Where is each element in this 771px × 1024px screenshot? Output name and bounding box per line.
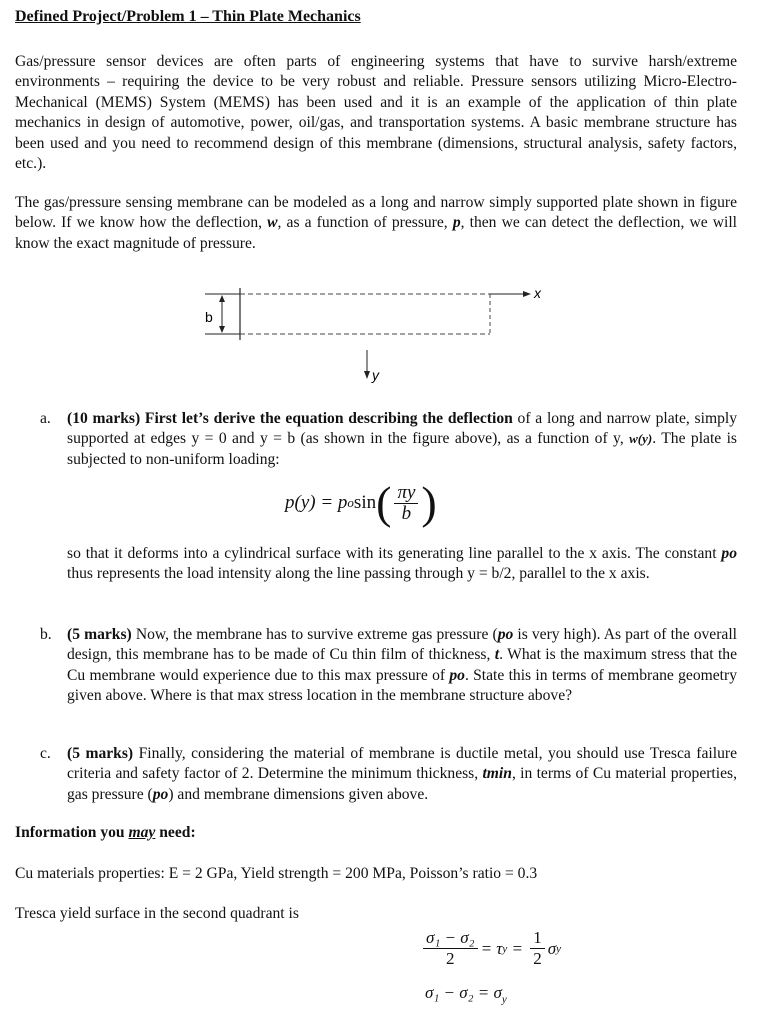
tresca-half-den: 2 — [533, 949, 542, 968]
tresca-mid-sub: y — [502, 942, 508, 955]
tresca-equation-2 — [425, 983, 507, 1005]
var-tmin: tmin — [482, 765, 512, 783]
tresca-eq2: σ₁ − σ₂ = σ — [425, 983, 502, 1002]
text-run: , in terms of Cu material properties, gas pressure ( — [67, 765, 737, 803]
tresca-num: σ₁ − σ₂ — [423, 928, 478, 949]
question-a — [40, 409, 737, 470]
tresca-equation-1 — [420, 928, 561, 969]
question-label: c. — [40, 745, 51, 762]
tresca-eq: = — [507, 938, 528, 958]
y-arrow-icon — [364, 371, 370, 379]
text-run: thus represents the load intensity along the line passing through y = b/2, parallel to the x axis. — [67, 565, 650, 583]
text-run: is very high). As part of the overall design, this membrane has to be made of Cu thin film of thickness, — [67, 626, 738, 664]
var-wy: w(y) — [629, 431, 653, 447]
cu-properties: Cu materials properties: E = 2 GPa, Yield strength = 200 MPa, Poisson’s ratio = 0.3 — [15, 865, 538, 882]
info-heading — [15, 824, 196, 842]
text-run: Information you — [15, 824, 129, 841]
text-run: . The plate is subjected to non-uniform loading: — [67, 430, 737, 468]
b-arrow-up-icon — [219, 295, 225, 302]
intro-paragraph: Gas/pressure sensor devices are often parts of engineering systems that have to survive harsh/extreme environments – requiring the device to be very robust and reliable. Pressure sensors utilizing Micro-Electro-Mechanical (MEMS) System (MEMS) has been used and it is an example of the application of thin plate mechanics in design of automotive, power, oil/gas, and transportation systems. A basic membrane structure has been used and you need to recommend design of this membrane (dimensions, structural analysis, safety factors, etc.). — [15, 53, 737, 173]
paren-open: ( — [376, 477, 392, 528]
text-run: Now, the membrane has to survive extreme gas pressure ( — [131, 626, 498, 643]
tresca-tail-sub: y — [556, 942, 562, 955]
question-b — [40, 625, 737, 707]
question-a-marks: (10 marks) First let’s derive the equation describing the deflection — [67, 410, 513, 427]
tresca-den: 2 — [446, 949, 455, 968]
tresca-half-num: 1 — [530, 928, 545, 949]
question-c — [40, 744, 737, 805]
var-po: po — [721, 545, 737, 562]
paren-close: ) — [421, 477, 437, 528]
text-run: , as a function of pressure, — [277, 214, 453, 232]
info-may: may — [128, 824, 156, 841]
tresca-eq2-sub: y — [501, 993, 507, 1006]
b-arrow-down-icon — [219, 326, 225, 333]
eq-sin: sin — [353, 492, 377, 513]
text-run: . What is the maximum stress that the Cu membrane would experience due to this max pressure of — [67, 646, 738, 684]
eq-numerator: πy — [394, 483, 418, 504]
x-arrow-icon — [523, 291, 531, 297]
x-label: x — [534, 285, 541, 301]
plate-figure — [195, 278, 565, 388]
b-label: b — [205, 309, 213, 325]
eq-lhs: p(y) = p — [285, 492, 348, 513]
tresca-frac — [423, 928, 478, 969]
problem-title: Defined Project/Problem 1 – Thin Plate Mechanics — [15, 8, 361, 25]
loading-equation — [285, 477, 437, 528]
text-run: . State this in terms of membrane geometry given above. Where is that max stress location in the membrane structure above? — [67, 666, 738, 705]
question-label: a. — [40, 410, 51, 427]
model-paragraph — [15, 193, 737, 254]
var-po: po — [497, 626, 514, 643]
tresca-half — [530, 928, 545, 969]
text-run: so that it deforms into a cylindrical surface with its generating line parallel to the x axis. The constant — [67, 545, 722, 562]
eq-denominator: b — [401, 502, 412, 524]
y-label: y — [372, 367, 379, 383]
var-po: po — [449, 666, 465, 684]
question-label: b. — [40, 626, 52, 643]
text-run: need: — [155, 824, 196, 841]
eq-sub: o — [347, 495, 354, 510]
var-w: w — [267, 214, 278, 232]
tresca-tail: σ — [547, 938, 557, 958]
var-t: t — [494, 646, 500, 664]
tresca-mid: = τ — [480, 938, 503, 958]
text-run: of a long and narrow plate, simply supported at edges y = 0 and y = b (as shown in the figure above), as a function of y, — [67, 410, 737, 448]
tresca-text: Tresca yield surface in the second quadrant is — [15, 905, 299, 922]
question-b-marks: (5 marks) — [67, 626, 132, 643]
eq-fraction — [394, 483, 418, 524]
question-c-marks: (5 marks) — [67, 745, 134, 762]
var-p: p — [452, 214, 461, 232]
text-run: ) and membrane dimensions given above. — [168, 785, 429, 803]
text-run: , then we can detect the deflection, we will know the exact magnitude of pressure. — [15, 214, 738, 252]
text-run: Finally, considering the material of membrane is ductile metal, you should use Tresca failure criteria and safety factor of 2. Determine the minimum thickness, — [67, 745, 737, 783]
text-run: The gas/pressure sensing membrane can be modeled as a long and narrow simply supported plate shown in figure below. If we know how the deflection, — [15, 194, 737, 232]
question-a-continued — [67, 544, 737, 585]
var-po: po — [152, 785, 169, 803]
